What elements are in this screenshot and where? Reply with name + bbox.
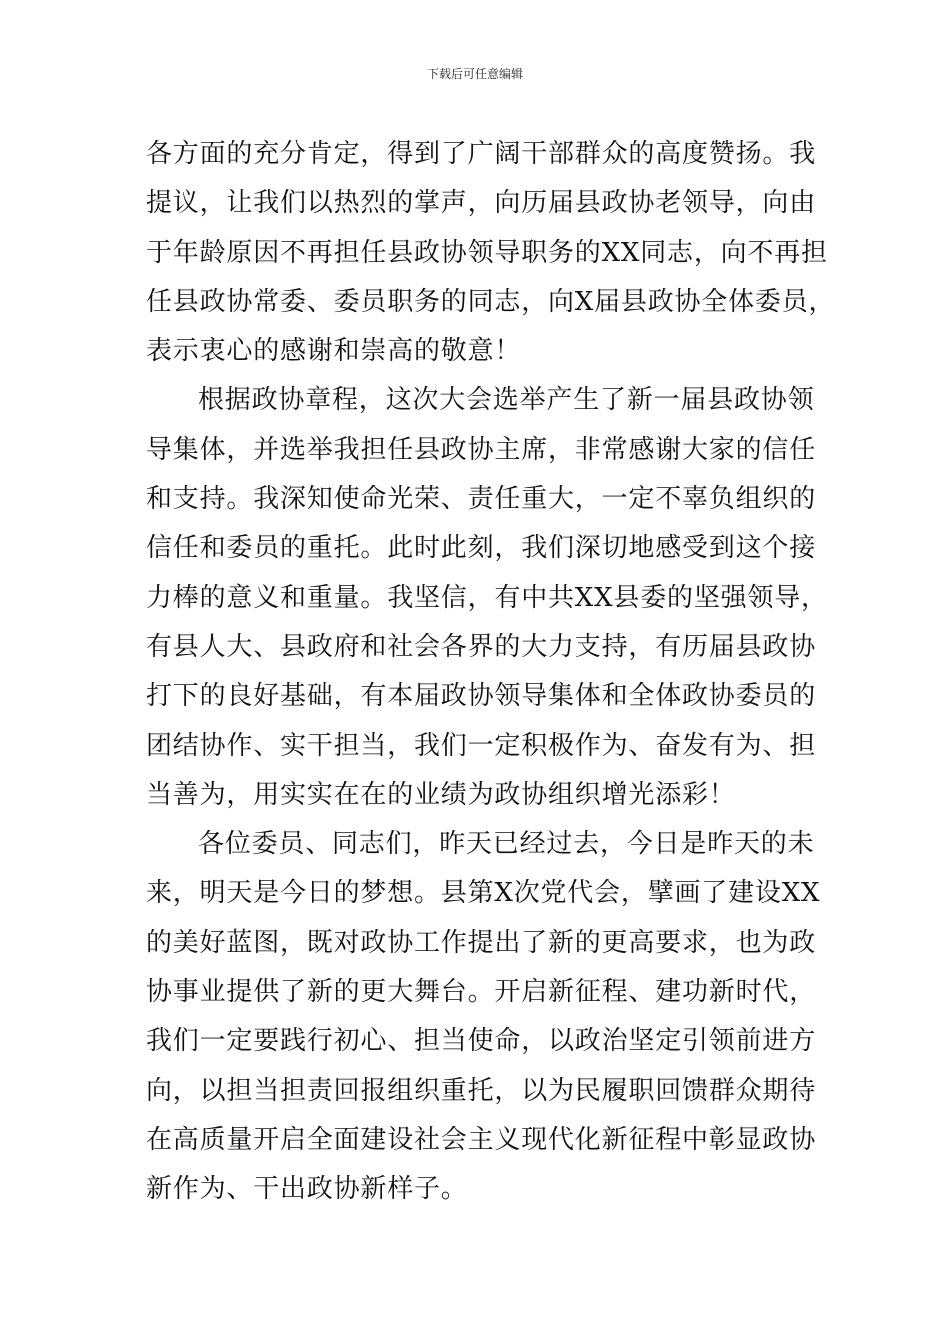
paragraph-2-line-9: 当善为，用实实在在的业绩为政协组织增光添彩！ — [146, 779, 736, 810]
document-body — [146, 130, 836, 1215]
paragraph-3-line-3: 的美好蓝图，既对政协工作提出了新的更高要求，也为政 — [146, 927, 817, 958]
paragraph-1-line-1: 各方面的充分肯定，得到了广阔干部群众的高度赞扬。我 — [146, 139, 817, 169]
paragraph-3-line-7: 在高质量开启全面建设社会主义现代化新征程中彰显政协 — [146, 1124, 817, 1155]
paragraph-2-line-8: 团结协作、实干担当，我们一定积极作为、奋发有为、担 — [146, 730, 817, 761]
paragraph-3-line-4: 协事业提供了新的更大舞台。开启新征程、建功新时代， — [146, 977, 817, 1008]
page-header: 下载后可任意编辑 — [426, 67, 523, 81]
paragraph-2-line-5: 力棒的意义和重量。我坚信，有中共XX县委的坚强领导， — [146, 582, 828, 613]
paragraph-2-line-4: 信任和委员的重托。此时此刻，我们深切地感受到这个接 — [146, 533, 817, 564]
paragraph-2-line-1: 根据政协章程，这次大会选举产生了新一届县政协领 — [198, 385, 815, 416]
paragraph-3-line-8: 新作为、干出政协新样子。 — [146, 1174, 468, 1205]
paragraph-2-line-2: 导集体，并选举我担任县政协主席，非常感谢大家的信任 — [146, 434, 817, 465]
paragraph-1-line-5: 表示衷心的感谢和崇高的敬意！ — [146, 336, 522, 367]
paragraph-2-line-3: 和支持。我深知使命光荣、责任重大，一定不辜负组织的 — [146, 484, 817, 515]
paragraph-3-line-5: 我们一定要践行初心、担当使命，以政治坚定引领前进方 — [146, 1026, 817, 1057]
paragraph-2-line-7: 打下的良好基础，有本届政协领导集体和全体政协委员的 — [146, 681, 817, 712]
paragraph-3-line-2: 来，明天是今日的梦想。县第X次党代会，擘画了建设XX — [146, 878, 821, 909]
paragraph-2-line-6: 有县人大、县政府和社会各界的大力支持，有历届县政协 — [146, 631, 817, 662]
paragraph-3-line-1: 各位委员、同志们，昨天已经过去，今日是昨天的未 — [198, 829, 815, 860]
paragraph-1-line-3: 于年龄原因不再担任县政协领导职务的XX同志，向不再担 — [146, 237, 828, 268]
paragraph-3-line-6: 向，以担当担责回报组织重托，以为民履职回馈群众期待 — [146, 1075, 817, 1106]
paragraph-1-line-4: 任县政协常委、委员职务的同志，向X届县政协全体委员， — [146, 286, 836, 317]
paragraph-1-line-2: 提议，让我们以热烈的掌声，向历届县政协老领导，向由 — [146, 188, 817, 219]
